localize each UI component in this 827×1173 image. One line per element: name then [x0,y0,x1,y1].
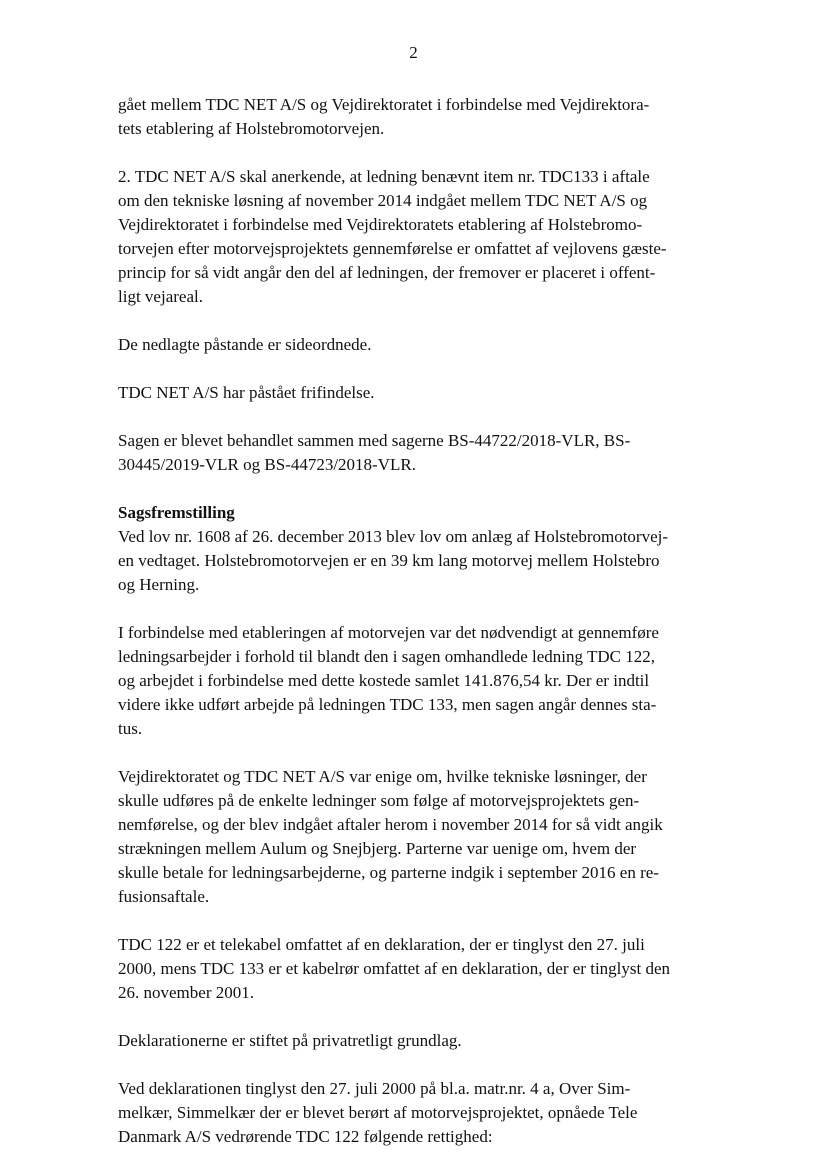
text-line: Deklarationerne er stiftet på privatretligt grundlag. [118,1031,462,1050]
paragraph-claim-2 [118,165,704,309]
text-line: og arbejdet i forbindelse med dette kostede samlet 141.876,54 kr. Der er indtil [118,671,650,690]
page-number: 2 [409,43,418,62]
text-line: nemførelse, og der blev indgået aftaler herom i november 2014 for så vidt angik [118,815,663,834]
text-line: princip for så vidt angår den del af ledningen, der fremover er placeret i offent- [118,263,656,282]
paragraph-declarations [118,933,704,1005]
text-line: fusionsaftale. [118,887,210,906]
paragraph-private-law [118,1029,704,1053]
section-heading: Sagsfremstilling [118,503,235,522]
text-line: ledningsarbejder i forhold til blandt den i sagen omhandlede ledning TDC 122, [118,647,655,666]
text-line: melkær, Simmelkær der er blevet berørt af motorvejsprojektet, opnåede Tele [118,1103,638,1122]
paragraph-cable-work [118,621,704,741]
text-line: TDC 122 er et telekabel omfattet af en deklaration, der er tinglyst den 27. juli [118,935,645,954]
text-line: ligt vejareal. [118,287,203,306]
text-line: Vejdirektoratet og TDC NET A/S var enige om, hvilke tekniske løsninger, der [118,767,647,786]
text-line: I forbindelse med etableringen af motorvejen var det nødvendigt at gennemføre [118,623,659,642]
document-body [118,93,704,1173]
text-line: Ved lov nr. 1608 af 26. december 2013 blev lov om anlæg af Holstebromotorvej- [118,527,669,546]
paragraph-claim-continuation [118,93,704,141]
paragraph-claims-parallel [118,333,704,357]
text-line: gået mellem TDC NET A/S og Vejdirektoratet i forbindelse med Vejdirektora- [118,95,650,114]
text-line: 26. november 2001. [118,983,254,1002]
paragraph-right-granted [118,1077,704,1149]
text-line: 2000, mens TDC 133 er et kabelrør omfattet af en deklaration, der er tinglyst den [118,959,671,978]
text-line: Sagen er blevet behandlet sammen med sagerne BS-44722/2018-VLR, BS- [118,431,631,450]
text-line: tus. [118,719,143,738]
text-line: TDC NET A/S har påstået frifindelse. [118,383,375,402]
paragraph-defense [118,381,704,405]
text-line: torvejen efter motorvejsprojektets gennemførelse er omfattet af vejlovens gæste- [118,239,667,258]
text-line: De nedlagte påstande er sideordnede. [118,335,372,354]
text-line: skulle udføres på de enkelte ledninger som følge af motorvejsprojektets gen- [118,791,640,810]
text-line: en vedtaget. Holstebromotorvejen er en 39 km lang motorvej mellem Holstebro [118,551,660,570]
text-line: om den tekniske løsning af november 2014 indgået mellem TDC NET A/S og [118,191,648,210]
text-line: videre ikke udført arbejde på ledningen TDC 133, men sagen angår dennes sta- [118,695,657,714]
text-line: Ved deklarationen tinglyst den 27. juli 2000 på bl.a. matr.nr. 4 a, Over Sim- [118,1079,631,1098]
text-line: tets etablering af Holstebromotorvejen. [118,119,385,138]
text-line: 30445/2019-VLR og BS-44723/2018-VLR. [118,455,416,474]
text-line: Danmark A/S vedrørende TDC 122 følgende rettighed: [118,1127,493,1146]
text-line: og Herning. [118,575,200,594]
text-line: 2. TDC NET A/S skal anerkende, at ledning benævnt item nr. TDC133 i aftale [118,167,650,186]
text-line: Vejdirektoratet i forbindelse med Vejdirektoratets etablering af Holstebromo- [118,215,643,234]
paragraph-agreements [118,765,704,909]
paragraph-joined-cases [118,429,704,477]
paragraph-background [118,501,704,597]
text-line: strækningen mellem Aulum og Snejbjerg. Parterne var uenige om, hvem der [118,839,637,858]
text-line: skulle betale for ledningsarbejderne, og parterne indgik i september 2016 en re- [118,863,659,882]
